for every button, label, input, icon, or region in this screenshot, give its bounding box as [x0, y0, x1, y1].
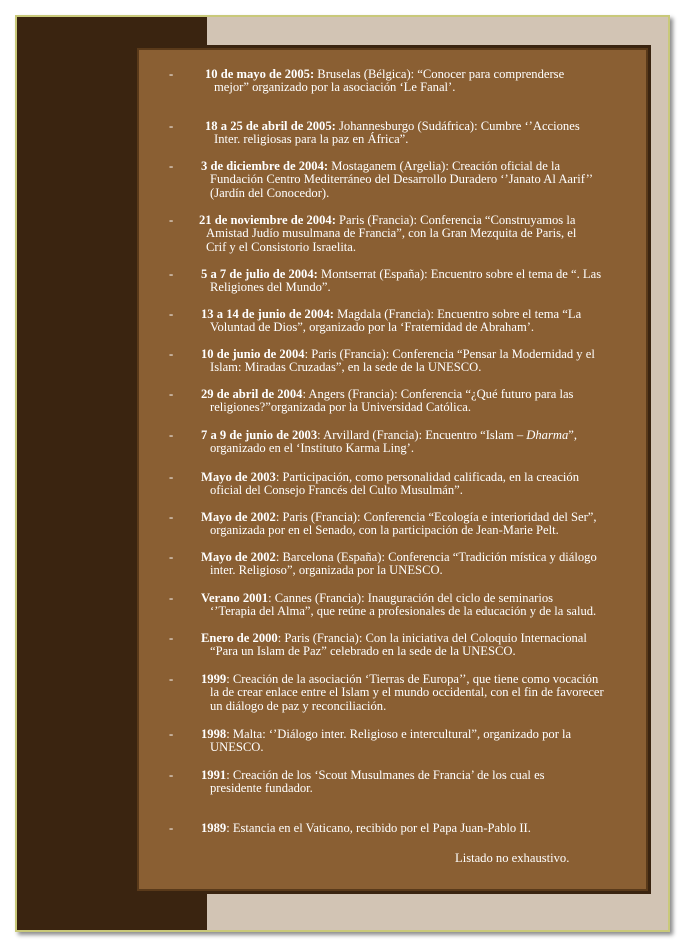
entry-continuation: ‘’Terapia del Alma”, que reúne a profesionales de la educación y de la salud. [210, 604, 597, 619]
entry-continuation: inter. Religioso”, organizada por la UNESCO. [210, 563, 443, 578]
entry-description: : Estancia en el Vaticano, recibido por el Papa Juan-Pablo II. [226, 821, 531, 835]
entry-date: 29 de abril de 2004 [201, 387, 303, 401]
list-dash: - [169, 672, 174, 686]
entry-continuation: un diálogo de paz y reconciliación. [210, 698, 387, 713]
entry-continuation: la de crear enlace entre el Islam y el mundo occidental, con el fin de favorecer [210, 685, 604, 700]
entry-description: Paris (Francia): Conferencia “Construyamos la [335, 213, 576, 227]
entry-text [201, 822, 641, 835]
entry-continuation: Religiones del Mundo”. [210, 280, 331, 295]
entry-continuation: Voluntad de Dios”, organizado por la ‘Fraternidad de Abraham’. [210, 320, 535, 335]
list-dash: - [169, 768, 174, 782]
entry-date: 1991 [201, 768, 227, 782]
entry-date: 1999 [201, 672, 227, 686]
entry-date: 13 a 14 de junio de 2004: [201, 307, 334, 321]
list-dash: - [169, 631, 174, 645]
entry-description: : Creación de los ‘Scout Musulmanes de Francia’ de los cual es [226, 768, 545, 782]
entry-date: Verano 2001 [201, 591, 269, 605]
entry-date: 5 a 7 de julio de 2004: [201, 267, 318, 281]
entry-first-line [201, 347, 595, 361]
entry-continuation: mejor” organizado por la asociación ‘Le Fanal’. [214, 80, 456, 95]
entry-text [201, 551, 641, 578]
entry-date: 21 de noviembre de 2004: [199, 213, 336, 227]
entry-first-line [201, 550, 597, 564]
entry-first-line [205, 67, 564, 81]
entry-text [201, 429, 641, 456]
entry-date: Mayo de 2003 [201, 470, 276, 484]
entry-date: 1989 [201, 821, 227, 835]
list-dash: - [169, 428, 174, 442]
list-dash: - [169, 387, 174, 401]
entry-first-line [201, 159, 560, 173]
entry-continuation: organizado en el ‘Instituto Karma Ling’. [210, 441, 415, 456]
entry-continuation: Inter. religiosas para la paz en África”. [214, 132, 409, 147]
entry-first-line [201, 307, 581, 321]
entry-first-line [201, 387, 573, 401]
entry-continuation: Amistad Judío musulmana de Francia”, con la Gran Mezquita de Paris, el [206, 226, 577, 241]
entry-text [201, 308, 641, 335]
entry-date: 1998 [201, 727, 227, 741]
footer-note: Listado no exhaustivo. [455, 851, 570, 865]
entry-text [201, 728, 641, 755]
content-panel [137, 48, 648, 891]
entry-first-line [201, 672, 598, 686]
entry-first-line [201, 591, 553, 605]
entry-first-line [201, 470, 579, 484]
entry-text [201, 268, 641, 295]
entry-text [205, 68, 645, 95]
list-dash: - [169, 470, 174, 484]
entry-continuation: (Jardín del Conocedor). [210, 185, 330, 200]
entry-description: : Cannes (Francia): Inauguración del ciclo de seminarios [268, 591, 554, 605]
entry-description: Bruselas (Bélgica): “Conocer para comprenderse [314, 67, 565, 81]
entry-date: 10 de mayo de 2005: [205, 67, 315, 81]
list-dash: - [169, 591, 174, 605]
entry-text [201, 632, 641, 659]
entry-date: Mayo de 2002 [201, 510, 276, 524]
list-dash: - [169, 727, 174, 741]
entry-description: : Paris (Francia): Conferencia “Pensar la Modernidad y el [304, 347, 595, 361]
list-dash: - [169, 550, 174, 564]
entry-text [201, 769, 641, 796]
entry-first-line [201, 821, 531, 835]
entry-description: : Malta: ‘’Diálogo inter. Religioso e intercultural”, organizado por la [226, 727, 572, 741]
list-dash: - [169, 213, 174, 227]
entry-date: 7 a 9 de junio de 2003 [201, 428, 318, 442]
entry-continuation: Crif y el Consistorio Israelita. [206, 239, 357, 254]
list-dash: - [169, 307, 174, 321]
entry-text [201, 388, 641, 415]
entry-description: : Angers (Francia): Conferencia “¿Qué futuro para las [302, 387, 574, 401]
list-dash: - [169, 67, 174, 81]
entry-description: Montserrat (España): Encuentro sobre el tema de “. Las [317, 267, 602, 281]
list-dash: - [169, 821, 174, 835]
entry-description-after: ”, [568, 428, 578, 442]
entry-continuation: presidente fundador. [210, 781, 313, 796]
entry-first-line [201, 727, 571, 741]
entry-description: : Creación de la asociación ‘Tierras de Europa’’, que tiene como vocación [226, 672, 599, 686]
entry-text [201, 160, 641, 200]
entry-first-line [201, 267, 601, 281]
entry-text [201, 511, 641, 538]
entry-date: 10 de junio de 2004 [201, 347, 305, 361]
entry-continuation: UNESCO. [210, 740, 264, 755]
entry-text [205, 120, 645, 147]
entry-description: : Participación, como personalidad calificada, en la creación [275, 470, 580, 484]
entry-continuation: oficial del Consejo Francés del Culto Musulmán”. [210, 483, 463, 498]
list-dash: - [169, 510, 174, 524]
entry-date: Mayo de 2002 [201, 550, 276, 564]
list-dash: - [169, 267, 174, 281]
entry-description: : Paris (Francia): Con la iniciativa del Coloquio Internacional [277, 631, 587, 645]
entry-continuation: organizada por en el Senado, con la participación de Jean-Marie Pelt. [210, 523, 559, 538]
entry-date: 3 de diciembre de 2004: [201, 159, 329, 173]
entry-text [201, 673, 641, 713]
entry-text [201, 592, 641, 619]
entry-text [201, 471, 641, 498]
entry-first-line [201, 428, 577, 442]
entry-description: : Paris (Francia): Conferencia “Ecología e interioridad del Ser”, [275, 510, 597, 524]
entry-description: Magdala (Francia): Encuentro sobre el tema “La [333, 307, 582, 321]
list-dash: - [169, 119, 174, 133]
entry-description: : Barcelona (España): Conferencia “Tradición mística y diálogo [275, 550, 597, 564]
entry-continuation: Fundación Centro Mediterráneo del Desarrollo Duradero ‘’Janato Al Aarif’’ [210, 172, 594, 187]
entry-description: Johannesburgo (Sudáfrica): Cumbre ‘’Acciones [335, 119, 580, 133]
entry-first-line [201, 768, 545, 782]
entry-first-line [199, 213, 575, 227]
entry-first-line [201, 510, 597, 524]
entry-text [199, 214, 639, 254]
entry-description: : Arvillard (Francia): Encuentro “Islam – [317, 428, 527, 442]
list-dash: - [169, 347, 174, 361]
entry-continuation: religiones?”organizada por la Universidad Católica. [210, 400, 471, 415]
list-dash: - [169, 159, 174, 173]
entry-date: Enero de 2000 [201, 631, 278, 645]
entry-first-line [205, 119, 580, 133]
entry-description: Mostaganem (Argelia): Creación oficial de la [328, 159, 561, 173]
entry-first-line [201, 631, 587, 645]
entry-continuation: “Para un Islam de Paz” celebrado en la sede de la UNESCO. [210, 644, 516, 659]
entry-date: 18 a 25 de abril de 2005: [205, 119, 336, 133]
entry-continuation: Islam: Miradas Cruzadas”, en la sede de la UNESCO. [210, 360, 482, 375]
entry-text [201, 348, 641, 375]
entry-italic: Dharma [526, 428, 569, 442]
